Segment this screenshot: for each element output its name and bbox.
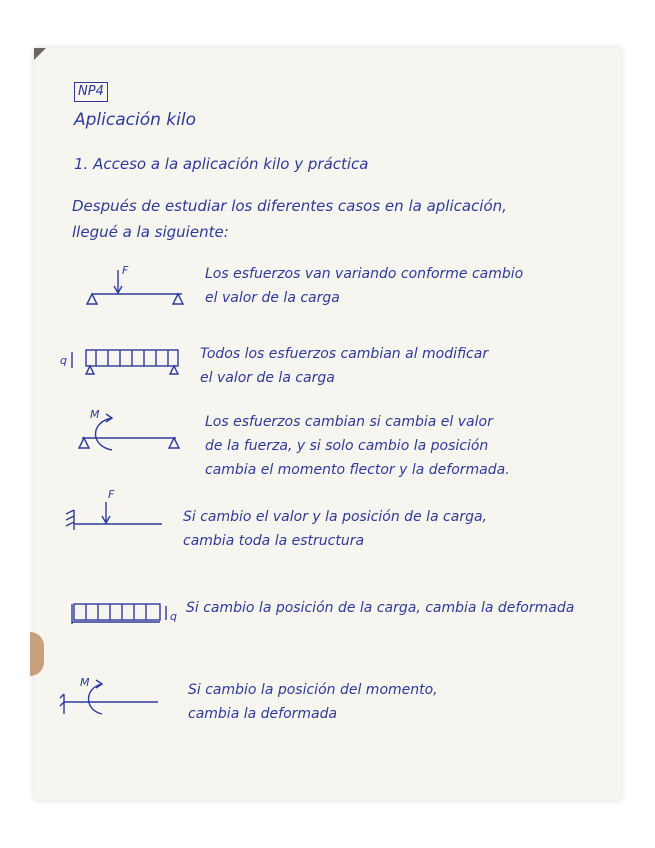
case-4-diagram (60, 488, 170, 534)
case-6-moment-label: M (80, 676, 90, 689)
document-code: NP4 (74, 82, 108, 102)
case-2-line-2: el valor de la carga (200, 370, 335, 386)
support-pin-right (170, 366, 178, 374)
case-2-diagram (60, 344, 185, 380)
distributed-load-block (74, 604, 160, 620)
case-6-line-2: cambia la deformada (188, 706, 338, 722)
case-4-force-label: F (108, 488, 115, 501)
case-3-diagram (72, 408, 187, 456)
moment-arrow-head (96, 680, 102, 688)
case-5-load-label: q (170, 610, 177, 623)
support-pin-left (87, 294, 97, 304)
moment-arc (89, 684, 103, 714)
section-heading: 1. Acceso a la aplicación kilo y práctica (74, 155, 369, 173)
support-pin-right (173, 294, 183, 304)
case-1-line-2: el valor de la carga (205, 290, 340, 306)
intro-line-1: Después de estudiar los diferentes casos en la aplicación, (72, 197, 507, 215)
case-2-line-1: Todos los esfuerzos cambian al modificar (200, 346, 489, 362)
case-1-diagram (82, 262, 192, 310)
moment-arc (96, 418, 113, 450)
case-6-line-1: Si cambio la posición del momento, (188, 682, 438, 698)
case-3-text (205, 410, 510, 482)
case-6-diagram (58, 676, 168, 720)
case-3-line-1: Los esfuerzos cambian si cambia el valor (205, 414, 493, 430)
case-2-text (200, 342, 488, 390)
case-1-line-1: Los esfuerzos van variando conforme cambio (205, 266, 524, 282)
case-4-line-2: cambia toda la estructura (183, 533, 365, 549)
document-title: Aplicación kilo (74, 110, 196, 130)
case-3-moment-label: M (90, 408, 100, 421)
support-pin-right (169, 438, 179, 448)
case-4-line-1: Si cambio el valor y la posición de la carga, (183, 509, 487, 525)
folded-corner (34, 48, 46, 60)
case-6-text (188, 678, 438, 726)
case-5-text (186, 596, 574, 620)
case-5-diagram (66, 600, 181, 630)
case-4-text (183, 505, 487, 553)
case-1-force-label: F (122, 264, 129, 277)
case-1-text (205, 262, 523, 310)
intro-line-2: llegué a la siguiente: (72, 223, 229, 241)
support-pin-left (86, 366, 94, 374)
case-2-load-label: q (60, 354, 67, 367)
support-pin-left (79, 438, 89, 448)
case-3-line-3: cambia el momento flector y la deformada. (205, 462, 510, 478)
intro-text (72, 193, 507, 245)
case-3-line-2: de la fuerza, y si solo cambio la posición (205, 438, 489, 454)
case-5-line-1: Si cambio la posición de la carga, cambia la deformada (186, 600, 575, 616)
